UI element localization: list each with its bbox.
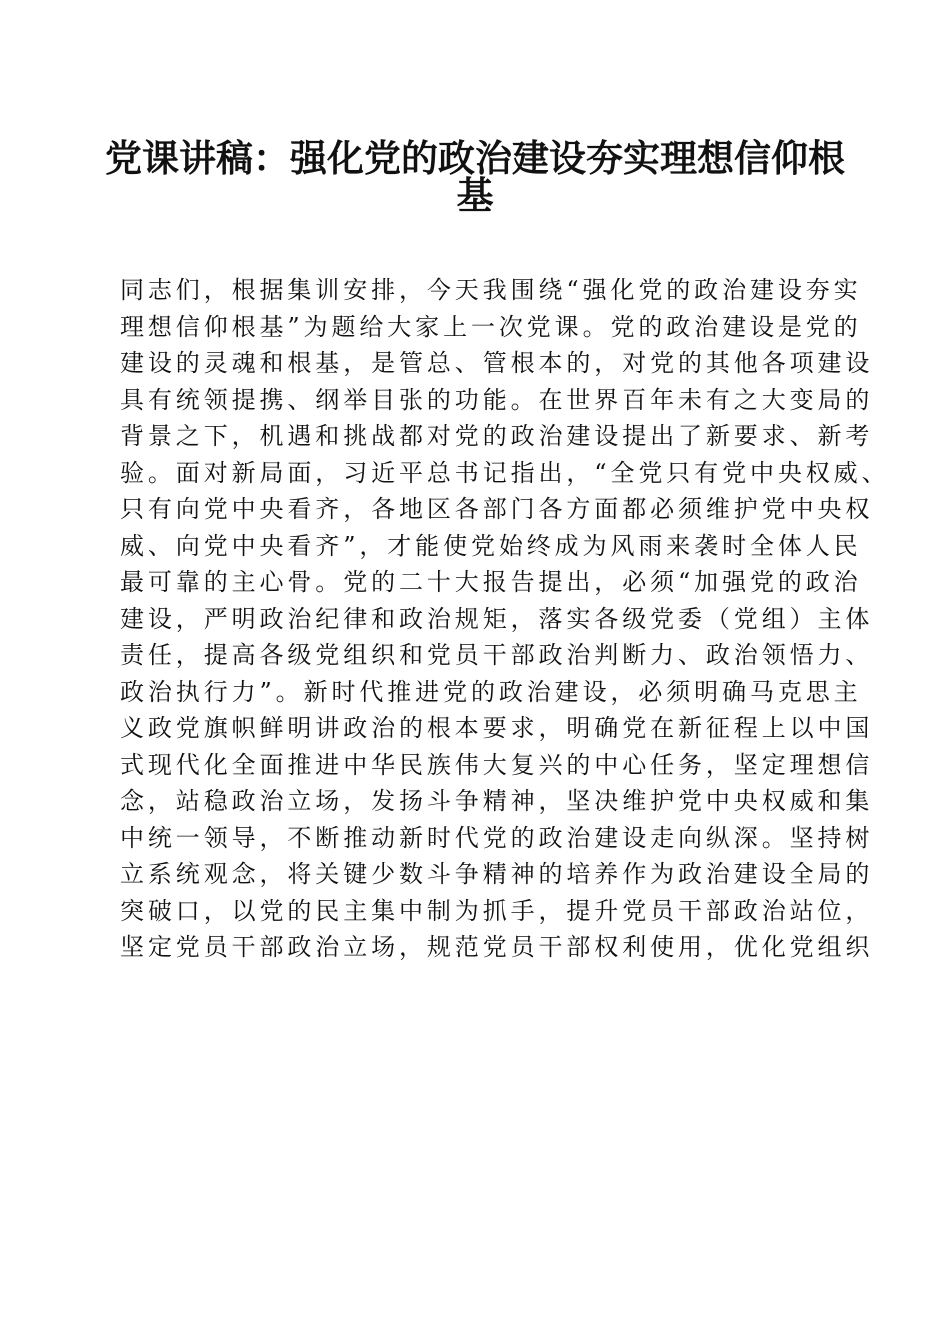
paragraph-line: 责任，提高各级党组织和党员干部政治判断力、政治领悟力、 — [120, 641, 874, 669]
paragraph-line: 最可靠的主心骨。党的二十大报告提出，必须“加强党的政治 — [120, 568, 862, 596]
title-line-1: 党课讲稿：强化党的政治建设夯实理想信仰根 — [105, 137, 845, 180]
paragraph-line: 坚定党员干部政治立场，规范党员干部权利使用，优化党组织 — [120, 933, 874, 961]
paragraph-line: 背景之下，机遇和挑战都对党的政治建设提出了新要求、新考 — [120, 422, 874, 450]
paragraph-line: 中统一领导，不断推动新时代党的政治建设走向纵深。坚持树 — [120, 823, 874, 852]
paragraph-line: 同志们，根据集训安排，今天我围绕“强化党的政治建设夯实 — [120, 276, 862, 304]
paragraph-line: 念，站稳政治立场，发扬斗争精神，坚决维护党中央权威和集 — [120, 787, 874, 815]
title-line-2: 基 — [456, 173, 494, 217]
paragraph-line: 具有统领提携、纲举目张的功能。在世界百年未有之大变局的 — [120, 385, 874, 414]
page-title — [100, 137, 850, 217]
paragraph-line: 验。面对新局面，习近平总书记指出，“全党只有党中央权威、 — [120, 458, 890, 487]
paragraph-line: 建设，严明政治纪律和政治规矩，落实各级党委（党组）主体 — [120, 604, 874, 633]
paragraph-line: 只有向党中央看齐，各地区各部门各方面都必须维护党中央权 — [120, 495, 874, 523]
paragraph-line: 政治执行力”。新时代推进党的政治建设，必须明确马克思主 — [120, 677, 862, 706]
paragraph-line: 立系统观念，将关键少数斗争精神的培养作为政治建设全局的 — [120, 860, 874, 888]
paragraph-line: 理想信仰根基”为题给大家上一次党课。党的政治建设是党的 — [120, 312, 862, 341]
paragraph-line: 突破口，以党的民主集中制为抓手，提升党员干部政治站位， — [120, 896, 874, 925]
paragraph-line: 建设的灵魂和根基，是管总、管根本的，对党的其他各项建设 — [120, 349, 874, 377]
paragraph-line: 威、向党中央看齐”，才能使党始终成为风雨来袭时全体人民 — [120, 531, 862, 560]
body-paragraph — [120, 272, 890, 966]
paragraph-line: 式现代化全面推进中华民族伟大复兴的中心任务，坚定理想信 — [120, 750, 874, 779]
paragraph-line: 义政党旗帜鲜明讲政治的根本要求，明确党在新征程上以中国 — [120, 714, 874, 742]
